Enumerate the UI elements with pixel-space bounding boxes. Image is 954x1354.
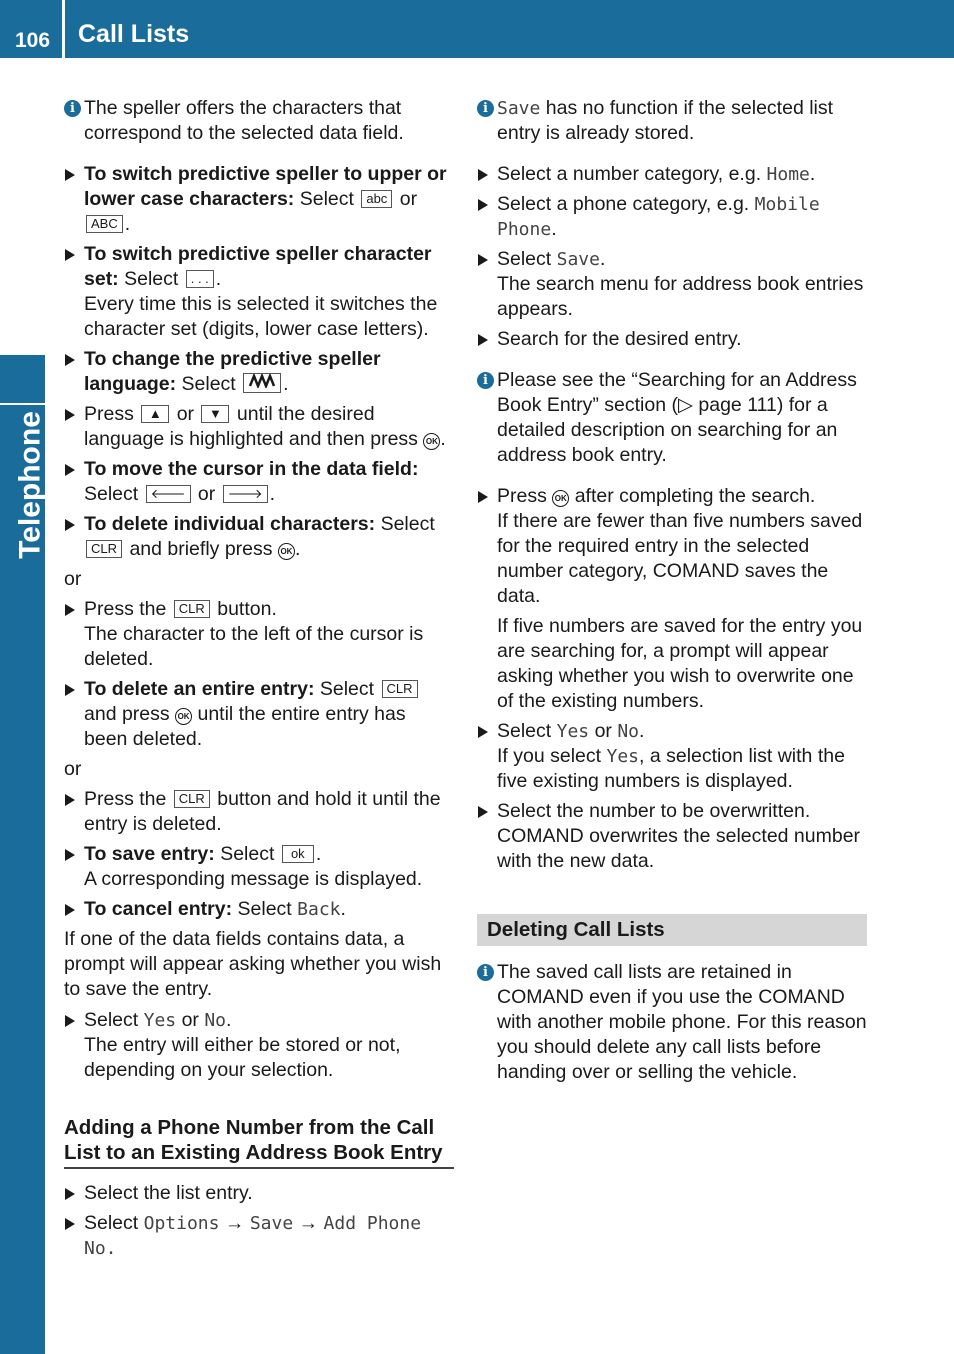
right-column xyxy=(477,96,867,1101)
step-heading: To delete an entire entry: xyxy=(84,678,315,700)
info-icon: i xyxy=(477,100,494,117)
instruction-step xyxy=(477,484,867,714)
header-bar xyxy=(0,0,954,58)
paragraph: If one of the data fields contains data, a prompt will appear asking whether you wish to save the entry. xyxy=(64,928,442,1000)
step-text: or xyxy=(399,188,418,210)
info-icon: i xyxy=(64,100,81,117)
menu-item-code: Save xyxy=(249,1213,294,1234)
info-text: Please see the “Searching for an Address Book Entry” section (▷ page 111) for a detailed description on searching for an address book entry. xyxy=(497,369,857,466)
menu-item-code: Yes xyxy=(556,721,590,742)
ok-button-icon: OK xyxy=(278,543,295,560)
step-text: Select xyxy=(380,513,435,535)
step-text: Select xyxy=(237,898,292,920)
step-text: Select xyxy=(84,483,139,505)
step-text: Press the xyxy=(84,598,167,620)
step-arrow-icon xyxy=(65,1188,75,1200)
menu-item-code: No xyxy=(617,721,640,742)
step-heading: To cancel entry: xyxy=(84,898,233,920)
page-title: Call Lists xyxy=(78,20,190,48)
step-arrow-icon xyxy=(478,806,488,818)
uppercase-abc-key-icon: ABC xyxy=(86,215,123,233)
step-text: Press xyxy=(497,485,547,507)
step-heading: To switch predictive speller character set: xyxy=(84,243,432,290)
step-note: If five numbers are saved for the entry you are searching for, a prompt will appear asking whether you wish to overwrite one of the existing numbers. xyxy=(497,615,863,712)
step-arrow-icon xyxy=(65,794,75,806)
clr-key-icon: CLR xyxy=(174,600,210,618)
step-arrow-icon xyxy=(65,604,75,616)
step-text: and briefly press xyxy=(129,538,273,560)
clr-key-icon: CLR xyxy=(86,540,122,558)
instruction-step: Select a phone category, e.g. Mobile Phone. xyxy=(477,192,867,242)
info-text: has no function if the selected list entry is already stored. xyxy=(497,97,834,144)
header-divider xyxy=(62,0,65,58)
ok-key-icon: ok xyxy=(282,845,314,863)
subsection-heading: Adding a Phone Number from the Call List to an Existing Address Book Entry xyxy=(64,1115,454,1169)
step-arrow-icon xyxy=(478,169,488,181)
info-note xyxy=(477,960,867,1085)
instruction-step: Press ▲ or ▼ until the desired language is highlighted and then press OK . xyxy=(64,402,454,452)
step-note: Every time this is selected it switches the character set (digits, lower case letters). xyxy=(84,293,438,340)
page-number: 106 xyxy=(15,29,51,52)
step-text: button. xyxy=(217,598,277,620)
step-arrow-icon xyxy=(65,409,75,421)
arrow-icon: → xyxy=(224,1212,245,1234)
step-note: COMAND overwrites the selected number with the new data. xyxy=(497,825,861,872)
step-text: Select a phone category, e.g. xyxy=(497,193,750,215)
cursor-right-key-icon: 🡒 xyxy=(223,485,268,503)
step-text: Select the list entry. xyxy=(84,1182,253,1204)
step-note-text: If you select xyxy=(497,745,602,767)
instruction-step xyxy=(477,799,867,874)
step-text: or xyxy=(176,403,195,425)
clr-key-icon: CLR xyxy=(174,790,210,808)
menu-item-code: No xyxy=(204,1010,227,1031)
ok-button-icon: OK xyxy=(552,490,569,507)
up-key-icon: ▲ xyxy=(141,405,169,423)
instruction-step: To cancel entry: Select Back. xyxy=(64,897,454,922)
step-arrow-icon xyxy=(65,684,75,696)
menu-item-code: Yes xyxy=(606,746,639,767)
step-arrow-icon xyxy=(65,519,75,531)
instruction-step: To switch predictive speller to upper or lower case characters: Select abc or ABC . xyxy=(64,162,454,237)
or-separator: or xyxy=(64,568,82,590)
step-arrow-icon xyxy=(65,249,75,261)
instruction-step: To delete individual characters: Select CLR and briefly press OK . xyxy=(64,512,454,562)
step-text: Select xyxy=(497,248,552,270)
step-arrow-icon xyxy=(65,354,75,366)
instruction-step: Select Yes or No. If you select Yes, a selection list with the five existing numbers is displayed. xyxy=(477,719,867,794)
step-arrow-icon xyxy=(478,491,488,503)
step-text: Search for the desired entry. xyxy=(497,328,742,350)
step-text: Press the xyxy=(84,788,167,810)
menu-item-code: Save xyxy=(497,98,541,119)
instruction-step xyxy=(64,597,454,672)
step-text: until the desired language is highlighted and then press xyxy=(84,403,418,450)
menu-item-code: Yes xyxy=(143,1010,177,1031)
instruction-step: Select Save. The search menu for address book entries appears. xyxy=(477,247,867,322)
step-text: Press xyxy=(84,403,134,425)
step-heading: To switch predictive speller to upper or lower case characters: xyxy=(84,163,447,210)
step-text: Select xyxy=(299,188,354,210)
info-note xyxy=(477,96,867,146)
down-key-icon: ▼ xyxy=(201,405,229,423)
step-arrow-icon xyxy=(478,199,488,211)
step-text: Select xyxy=(220,843,275,865)
step-note: The entry will either be stored or not, depending on your selection. xyxy=(84,1034,401,1081)
info-text: The speller offers the characters that correspond to the selected data field. xyxy=(84,97,404,144)
step-arrow-icon xyxy=(65,464,75,476)
instruction-step: Select a number category, e.g. Home. xyxy=(477,162,867,187)
step-heading: To delete individual characters: xyxy=(84,513,376,535)
step-text: Select xyxy=(84,1009,139,1031)
step-text: until the entire entry has been deleted. xyxy=(84,703,406,750)
instruction-step xyxy=(64,677,454,752)
step-note: A corresponding message is displayed. xyxy=(84,868,423,890)
step-text: after completing the search. xyxy=(574,485,816,507)
step-arrow-icon xyxy=(478,334,488,346)
language-flag-icon xyxy=(243,373,281,393)
info-note xyxy=(64,96,454,146)
menu-item-code: Mobile Phone xyxy=(497,194,820,240)
menu-item-code: Options xyxy=(143,1213,220,1234)
ok-button-icon: OK xyxy=(423,433,440,450)
step-arrow-icon xyxy=(65,904,75,916)
info-icon: i xyxy=(477,372,494,389)
step-arrow-icon xyxy=(65,169,75,181)
instruction-step: To change the predictive speller language: Select . xyxy=(64,347,454,397)
info-icon: i xyxy=(477,964,494,981)
step-arrow-icon xyxy=(478,254,488,266)
step-text: Select xyxy=(497,720,552,742)
instruction-step xyxy=(477,327,867,352)
step-text: or xyxy=(594,720,612,742)
step-text: and press xyxy=(84,703,170,725)
side-tab-divider xyxy=(0,403,45,405)
arrow-icon: → xyxy=(298,1212,319,1234)
menu-item-code: Home xyxy=(766,164,810,185)
step-text: button and hold it until the entry is deleted. xyxy=(84,788,441,835)
cursor-left-key-icon: 🡐 xyxy=(146,485,191,503)
step-text: Select xyxy=(124,268,179,290)
step-arrow-icon xyxy=(478,726,488,738)
step-text: Select xyxy=(319,678,375,700)
instruction-step xyxy=(64,787,454,837)
or-separator: or xyxy=(64,758,82,780)
clr-key-icon: CLR xyxy=(382,680,418,698)
step-text: Select a number category, e.g. xyxy=(497,163,762,185)
step-text: Select xyxy=(84,1212,139,1234)
menu-item-code: Add Phone No. xyxy=(84,1213,422,1259)
instruction-step: To switch predictive speller character set: Select . . . . Every time this is selected it switches the character set (digits, lower case letters). xyxy=(64,242,454,342)
abc-key-icon: abc xyxy=(361,190,392,208)
step-text: or xyxy=(181,1009,199,1031)
ok-button-icon: OK xyxy=(175,708,192,725)
menu-item-code: Back xyxy=(297,899,341,920)
step-note xyxy=(497,744,867,794)
character-set-key-icon: . . . xyxy=(186,270,214,288)
step-text: Select xyxy=(181,373,236,395)
instruction-step: To save entry: Select ok . A corresponding message is displayed. xyxy=(64,842,454,892)
step-note: The character to the left of the cursor is deleted. xyxy=(84,623,424,670)
step-arrow-icon xyxy=(65,1015,75,1027)
step-heading: To save entry: xyxy=(84,843,215,865)
instruction-step xyxy=(64,1181,454,1206)
info-note xyxy=(477,368,867,468)
step-note: If there are fewer than five numbers saved for the required entry in the selected number category, COMAND saves the data. xyxy=(497,510,863,607)
side-tab-label: Telephone xyxy=(13,411,47,559)
instruction-step xyxy=(64,1211,454,1261)
step-text: or xyxy=(197,483,216,505)
step-note: The search menu for address book entries appears. xyxy=(497,273,864,320)
step-note-text: , a selection list with the five existing numbers is displayed. xyxy=(497,745,845,792)
step-arrow-icon xyxy=(65,1218,75,1230)
info-text: The saved call lists are retained in COMAND even if you use the COMAND with another mobile phone. For this reason you should delete any call lists before handing over or selling the vehicle. xyxy=(497,961,867,1083)
step-text: Select the number to be overwritten. xyxy=(497,800,811,822)
menu-item-code: Save xyxy=(556,249,600,270)
instruction-step: Select Yes or No. The entry will either be stored or not, depending on your selection. xyxy=(64,1008,454,1083)
step-heading: To move the cursor in the data field: xyxy=(84,458,419,480)
section-heading: Deleting Call Lists xyxy=(477,914,867,946)
step-arrow-icon xyxy=(65,849,75,861)
left-column xyxy=(64,96,454,1266)
instruction-step: To move the cursor in the data field: Select 🡐 or 🡒 . xyxy=(64,457,454,507)
step-heading: To change the predictive speller language: xyxy=(84,348,381,395)
